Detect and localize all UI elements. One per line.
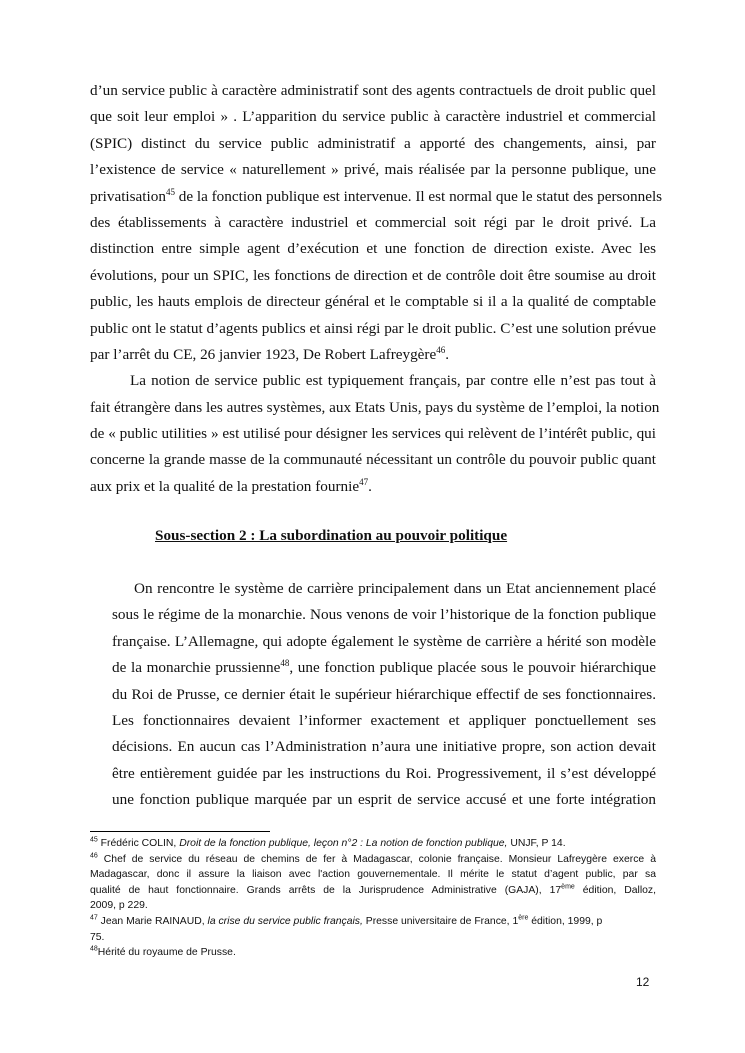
text-line: fait étrangère dans les autres systèmes, aux Etats Unis, pays du système de l’emploi, la notion [90,398,660,416]
text-segment: . [368,477,372,495]
footnote-number: 45 [90,836,98,844]
text-line: décisions. En aucun cas l’Administration n’aura une initiative propre, son action devait [112,738,656,756]
footnote-text: Hérité du royaume de Prusse. [97,947,236,959]
text-line: On rencontre le système de carrière principalement dans un Etat anciennement placé [134,580,656,597]
text-line: Les fonctionnaires devaient l’informer exactement et appliquer ponctuellement ses [112,711,656,729]
footnote-46-cont [90,883,656,899]
footnote-text: édition, Dalloz, [574,884,657,896]
footnote-text: UNJF, P 14. [507,838,566,849]
footnote-ref-46[interactable]: 46 [436,344,446,355]
text-line: que soit leur emploi » . L’apparition du service public à caractère industriel et commercial [90,108,656,126]
footnote-sup: ère [518,914,529,922]
footnote-46-cont: Madagascar, donc il assure la liaison avec l'action gouvernementale. Il mérite le statut d’agent public, par sa [90,869,656,881]
footnote-ref-48[interactable]: 48 [280,658,290,669]
footnote-45 [90,836,656,852]
footnote-number: 46 [90,852,98,860]
text-line: française. L’Allemagne, qui adopte également le système de carrière a hérité son modèle [112,632,656,650]
footnote-text: qualité de haut fonctionnaire. Grands arrêts de la Jurisprudence Administrative (GAJA), 17 [90,884,562,896]
footnote-text: Frédéric COLIN, [97,838,180,849]
text-segment: aux prix et la qualité de la prestation fournie [90,477,360,495]
text-line: être entièrement guidée par les instructions du Roi. Progressivement, il s’est développé [112,764,656,782]
footnotes [90,836,656,961]
text-line [90,342,656,368]
text-line: concerne la grande masse de la communauté nécessitant un contrôle du pouvoir public quant [90,451,656,469]
text-line: du Roi de Prusse, ce dernier était le supérieur hiérarchique effectif de ses fonctionnaires. [112,685,656,703]
footnote-ref-45[interactable]: 45 [165,186,175,197]
footnote-text: Presse universitaire de France, 1 [362,915,519,927]
text-line: de « public utilities » est utilisé pour désigner les services qui relèvent de l’intérêt public, qui [90,425,656,443]
footnote-number: 47 [90,914,98,922]
text-line: La notion de service public est typiquement français, par contre elle n’est pas tout à [130,372,656,390]
section-heading: Sous-section 2 : La subordination au pouvoir politique [155,527,508,544]
text-line [90,184,663,210]
text-segment: privatisation [90,187,166,205]
footnote-title: Droit de la fonction publique, leçon n°2 : La notion de fonction publique, [179,838,508,849]
footnote-46-cont: 2009, p 229. [90,900,148,912]
footnote-text: Jean Marie RAINAUD, [97,915,208,927]
footnote-48 [90,945,656,961]
footnote-47-cont: 75. [90,931,105,943]
text-segment: , une fonction publique placée sous le pouvoir hiérarchique [289,659,656,677]
paragraph-subordination [90,576,656,814]
footnote-ref-47[interactable]: 47 [359,476,369,487]
text-line: évolutions, pour un SPIC, les fonctions de direction et de contrôle doit être soumise au droit [90,266,656,284]
footnote-sup: ème [561,883,575,891]
text-segment: de la fonction publique est intervenue. Il est normal que le statut des personnels [174,187,663,205]
text-line [90,655,656,681]
text-segment: par l’arrêt du CE, 26 janvier 1923, De Robert Lafreygère [90,345,437,363]
footnote-number: 48 [90,945,98,953]
text-line: une fonction publique marquée par un esprit de service accusé et une forte intégration [112,791,656,809]
text-line [90,474,656,500]
text-segment: . [445,345,450,363]
footnote-47 [90,914,656,930]
text-line: des établissements à caractère industriel et commercial soit régi par le droit privé. La [90,213,656,231]
paragraph-spic [90,78,663,500]
page-number: 12 [636,975,650,989]
text-line: sous le régime de la monarchie. Nous venons de voir l’historique de la fonction publique [112,606,656,624]
text-line: (SPIC) distinct du service public administratif a apporté des changements, ainsi, par [90,134,656,152]
footnote-separator [90,831,270,832]
text-line: d’un service public à caractère administratif sont des agents contractuels de droit public quel [90,82,656,99]
footnote-46 [90,852,656,868]
footnote-text: Chef de service du réseau de chemins de fer à Madagascar, colonie française. Monsieur Lafreygère exerce à [97,853,656,865]
text-line: distinction entre simple agent d’exécution et une fonction de direction existe. Avec les [90,240,656,258]
footnote-title: la crise du service public français, [207,915,363,927]
text-line: l’existence de service « naturellement » privé, mais réalisée par la personne publique, une [90,161,656,179]
text-segment: de la monarchie prussienne [112,659,281,677]
text-line: public, les hauts emplois de directeur général et le comptable si il a la qualité de comptable [90,293,656,311]
footnote-text: édition, 1999, p [528,915,603,927]
text-line: public ont le statut d’agents publics et ainsi régi par le droit public. C’est une solution prévue [90,319,656,337]
